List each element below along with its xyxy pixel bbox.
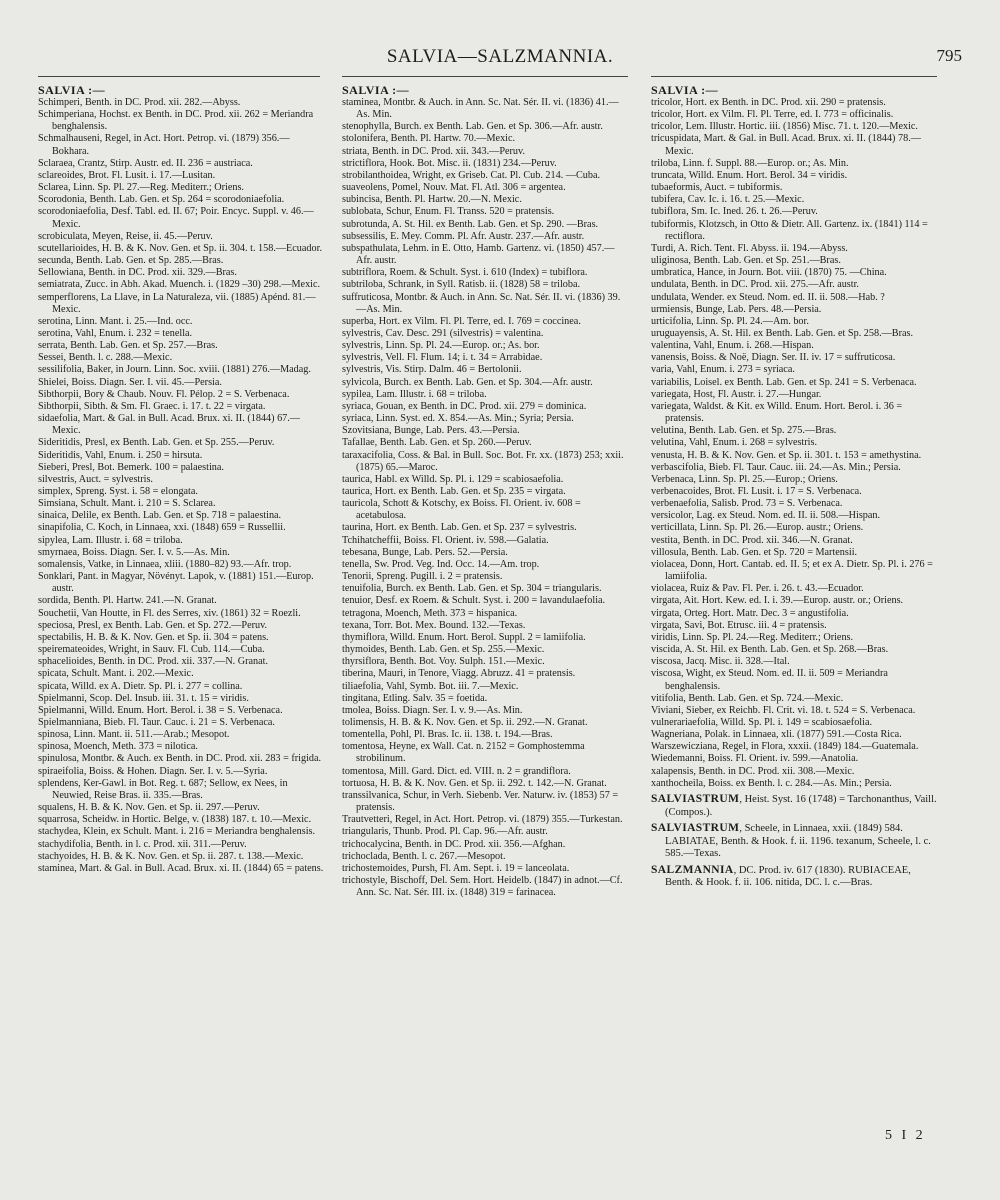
index-entry: semperflorens, La Llave, in La Naturaleza, vii. (1885) Apénd. 81.—Mexic.: [38, 291, 316, 315]
page-header: [0, 36, 1000, 76]
index-entry: subsessilis, E. Mey. Comm. Pl. Afr. Austr. 237.—Afr. austr.: [342, 230, 585, 242]
index-entry: tubaeformis, Auct. = tubiformis.: [651, 182, 783, 194]
index-entry: texana, Torr. Bot. Mex. Bound. 132.—Texas.: [342, 619, 526, 631]
index-entry: tricolor, Hort. ex Benth. in DC. Prod. xii. 290 = pratensis.: [651, 97, 886, 108]
index-entry: variegata, Host, Fl. Austr. i. 27.—Hungar.: [651, 388, 822, 400]
index-entry: tingitana, Etling. Salv. 35 = foetida.: [342, 692, 488, 704]
index-entry: velutina, Benth. Lab. Gen. et Sp. 275.—Bras.: [651, 425, 837, 437]
index-entry: Wagneriana, Polak. in Linnaea, xli. (1877) 591.—Costa Rica.: [651, 729, 902, 741]
index-entry: virgata, Savi, Bot. Etrusc. iii. 4 = pratensis.: [651, 619, 827, 631]
index-entry: sylvestris, Vis. Stirp. Dalm. 46 = Bertolonii.: [342, 364, 522, 376]
index-entry: taurica, Habl. ex Willd. Sp. Pl. i. 129 = scabiosaefolia.: [342, 473, 564, 485]
index-entry: Sieberi, Presl, Bot. Bemerk. 100 = palaestina.: [38, 461, 224, 473]
index-entry: verbenaefolia, Salisb. Prod. 73 = S. Verbenaca.: [651, 498, 843, 510]
index-entry: Sclaraea, Crantz, Stirp. Austr. ed. II. 236 = austriaca.: [38, 157, 253, 169]
index-entry: staminea, Mart. & Gal. in Bull. Acad. Brux. xi. II. (1844) 65 = patens.: [38, 862, 324, 874]
index-entry: simplex, Spreng. Syst. i. 58 = elongata.: [38, 486, 198, 497]
genus-name: SALZMANNIA: [651, 863, 734, 876]
column-heading: SALVIA :—: [342, 83, 410, 97]
index-entry: tortuosa, H. B. & K. Nov. Gen. et Sp. ii. 292. t. 142.—N. Granat.: [342, 777, 607, 789]
index-entry: Souchetii, Van Houtte, in Fl. des Serres, xiv. (1861) 32 = Roezli.: [38, 607, 301, 619]
index-entry: Sibthorpii, Sibth. & Sm. Fl. Graec. i. 17. t. 22 = virgata.: [38, 400, 266, 412]
index-entry: tmolea, Boiss. Diagn. Ser. I. v. 9.—As. Min.: [342, 704, 523, 716]
index-entry: Sideritidis, Presl, ex Benth. Lab. Gen. et Sp. 255.—Peruv.: [38, 437, 275, 449]
index-entry: Scorodonia, Benth. Lab. Gen. et Sp. 264 = scorodoniaefolia.: [38, 194, 285, 206]
index-entry: subtriflora, Roem. & Schult. Syst. i. 610 (Index) = tubiflora.: [342, 267, 588, 279]
index-entry: tomentosa, Mill. Gard. Dict. ed. VIII. n. 2 = grandiflora.: [342, 765, 571, 777]
index-entry: sylvicola, Burch. ex Benth. Lab. Gen. et Sp. 304.—Afr. austr.: [342, 376, 593, 388]
index-entry: verticillata, Linn. Sp. Pl. 26.—Europ. austr.; Oriens.: [651, 522, 864, 534]
genus-entry: [651, 822, 937, 861]
index-entry: syriaca, Linn. Syst. ed. X. 854.—As. Min.; Syria; Persia.: [342, 413, 574, 425]
index-entry: Szovitsiana, Bunge, Lab. Pers. 43.—Persia.: [342, 425, 520, 437]
index-entry: violacea, Ruiz & Pav. Fl. Per. i. 26. t. 43.—Ecuador.: [651, 583, 864, 595]
index-entry: sylvestris, Vell. Fl. Flum. 14; i. t. 34 = Arrabidae.: [342, 352, 543, 364]
index-entry: spinulosa, Montbr. & Auch. ex Benth. in DC. Prod. xii. 283 = frigida.: [38, 753, 322, 765]
index-entry: Spielmanni, Willd. Enum. Hort. Berol. i. 38 = S. Verbenaca.: [38, 704, 283, 716]
signature-mark: 5 I 2: [885, 1128, 926, 1143]
index-entry: subrotunda, A. St. Hil. ex Benth. Lab. Gen. et Sp. 290. —Bras.: [342, 218, 599, 230]
index-entry: Tafallae, Benth. Lab. Gen. et Sp. 260.—Peruv.: [342, 437, 532, 449]
index-entry: silvestris, Auct. = sylvestris.: [38, 473, 153, 485]
index-entry: smyrnaea, Boiss. Diagn. Ser. I. v. 5.—As. Min.: [38, 546, 230, 558]
column-3: [651, 83, 937, 890]
index-entry: Spielmanniana, Bieb. Fl. Taur. Cauc. i. 21 = S. Verbenaca.: [38, 716, 275, 728]
index-entry: virgata, Orteg. Hort. Matr. Dec. 3 = angustifolia.: [651, 607, 849, 619]
index-entry: trichocalycina, Benth. in DC. Prod. xii. 356.—Afghan.: [342, 838, 566, 850]
index-entry: tomentella, Pohl, Pl. Bras. Ic. ii. 138. t. 194.—Bras.: [342, 729, 553, 741]
index-entry: transsilvanica, Schur, in Verh. Siebenb. Ver. Naturw. iv. (1853) 57 = pratensis.: [342, 789, 619, 814]
index-entry: undulata, Wender. ex Steud. Nom. ed. II. ii. 508.—Hab. ?: [651, 291, 885, 303]
index-entry: triangularis, Thunb. Prod. Pl. Cap. 96.—Afr. austr.: [342, 826, 548, 838]
index-entry: sinaica, Delile, ex Benth. Lab. Gen. et Sp. 718 = palaestina.: [38, 510, 282, 522]
index-entry: sylvestris, Cav. Desc. 291 (silvestris) = valentina.: [342, 327, 544, 339]
index-entry: Spielmanni, Scop. Del. Insub. iii. 31. t. 15 = viridis.: [38, 692, 249, 704]
index-entry: squalens, H. B. & K. Nov. Gen. et Sp. ii. 297.—Peruv.: [38, 802, 260, 814]
index-entry: trichostyle, Bischoff, Del. Sem. Hort. Heidelb. (1847) in adnot.—Cf. Ann. Sc. Nat. Sér. III. ix. (1848) 319 = farinacea.: [342, 875, 623, 899]
index-entry: strictiflora, Hook. Bot. Misc. ii. (1831) 234.—Peruv.: [342, 157, 557, 169]
index-entry: Shielei, Boiss. Diagn. Ser. I. vii. 45.—Persia.: [38, 376, 222, 388]
index-entry: tubiformis, Klotzsch, in Otto & Dietr. All. Gartenz. ix. (1841) 114 = rectiflora.: [651, 218, 928, 242]
index-entry: tricolor, Hort. ex Vilm. Fl. Pl. Terre, ed. I. 773 = officinalis.: [651, 109, 894, 121]
index-entry: squarrosa, Scheidw. in Hortic. Belge, v. (1838) 187. t. 10.—Mexic.: [38, 814, 312, 826]
index-entry: stachyoides, H. B. & K. Nov. Gen. et Sp. ii. 287. t. 138.—Mexic.: [38, 850, 304, 862]
index-entry: Tenorii, Spreng. Pugill. i. 2 = pratensis.: [342, 571, 503, 583]
index-entry: Sellowiana, Benth. in DC. Prod. xii. 329.—Bras.: [38, 267, 237, 279]
index-entry: tricolor, Lem. Illustr. Hortic. iii. (1856) Misc. 71. t. 120.—Mexic.: [651, 121, 918, 133]
column-rule-3: [651, 76, 937, 77]
index-entry: stachydifolia, Benth. in l. c. Prod. xii. 311.—Peruv.: [38, 838, 247, 850]
index-entry: serotina, Vahl, Enum. i. 232 = tenella.: [38, 327, 193, 339]
index-entry: speiremateoides, Wright, in Sauv. Fl. Cub. 114.—Cuba.: [38, 644, 265, 656]
index-entry: spiraeifolia, Boiss. & Hohen. Diagn. Ser. I. v. 5.—Syria.: [38, 765, 268, 777]
index-entry: viscida, A. St. Hil. ex Benth. Lab. Gen. et Sp. 268.—Bras.: [651, 644, 889, 656]
index-entry: versicolor, Lag. ex Steud. Nom. ed. II. ii. 508.—Hispan.: [651, 510, 881, 522]
index-entry: speciosa, Presl, ex Benth. Lab. Gen. et Sp. 272.—Peruv.: [38, 619, 268, 631]
index-entry: variabilis, Loisel. ex Benth. Lab. Gen. et Sp. 241 = S. Verbenaca.: [651, 376, 917, 388]
index-entry: Trautvetteri, Regel, in Act. Hort. Petrop. vi. (1879) 355.—Turkestan.: [342, 814, 623, 826]
index-entry: sublobata, Schur, Enum. Fl. Transs. 520 = pratensis.: [342, 206, 555, 218]
index-entry: thymiflora, Willd. Enum. Hort. Berol. Suppl. 2 = lamiifolia.: [342, 631, 586, 643]
index-entry: variegata, Waldst. & Kit. ex Willd. Enum. Hort. Berol. i. 36 = pratensis.: [651, 400, 903, 425]
index-entry: tiliaefolia, Vahl, Symb. Bot. iii. 7.—Mexic.: [342, 680, 519, 692]
index-entry: sidaefolia, Mart. & Gal. in Bull. Acad. Brux. xi. II. (1844) 67.—Mexic.: [38, 413, 300, 437]
column-rule-2: [342, 76, 628, 77]
index-entry: taurina, Hort. ex Benth. Lab. Gen. et Sp. 237 = sylvestris.: [342, 522, 577, 534]
index-entry: vestita, Benth. in DC. Prod. xii. 346.—N. Granat.: [651, 534, 853, 546]
index-entry: Turdi, A. Rich. Tent. Fl. Abyss. ii. 194.—Abyss.: [651, 242, 848, 254]
index-entry: vanensis, Boiss. & Noë, Diagn. Ser. II. iv. 17 = suffruticosa.: [651, 352, 896, 364]
index-entry: venusta, H. B. & K. Nov. Gen. et Sp. ii. 301. t. 153 = amethystina.: [651, 449, 922, 461]
index-entry: violacea, Donn, Hort. Cantab. ed. II. 5; et ex A. Dietr. Sp. Pl. i. 276 = lamiifolia.: [651, 558, 933, 583]
index-entry: vulnerariaefolia, Willd. Sp. Pl. i. 149 = scabiosaefolia.: [651, 716, 873, 728]
index-entry: spicata, Schult. Mant. i. 202.—Mexic.: [38, 668, 194, 680]
index-entry: stolonifera, Benth. Pl. Hartw. 70.—Mexic.: [342, 133, 516, 145]
index-entry: Sclarea, Linn. Sp. Pl. 27.—Reg. Mediterr.; Oriens.: [38, 182, 244, 194]
index-entry: triloba, Linn. f. Suppl. 88.—Europ. or.; As. Min.: [651, 157, 849, 169]
index-entry: vitifolia, Benth. Lab. Gen. et Sp. 724.—Mexic.: [651, 692, 844, 704]
index-entry: tenuior, Desf. ex Roem. & Schult. Syst. i. 200 = lavandulaefolia.: [342, 595, 606, 607]
index-entry: serrata, Benth. Lab. Gen. et Sp. 257.—Bras.: [38, 340, 218, 352]
index-entry: spicata, Willd. ex A. Dietr. Sp. Pl. i. 277 = collina.: [38, 680, 243, 692]
index-entry: subincisa, Benth. Pl. Hartw. 20.—N. Mexic.: [342, 194, 522, 206]
index-entry: villosula, Benth. Lab. Gen. et Sp. 720 = Martensii.: [651, 546, 858, 558]
index-entry: splendens, Ker-Gawl. in Bot. Reg. t. 687; Sellow, ex Nees, in Neuwied, Reise Bras. ii. 335.—Bras.: [38, 777, 288, 801]
index-entry: Tchihatcheffii, Boiss. Fl. Orient. iv. 598.—Galatia.: [342, 534, 549, 546]
index-entry: strobilanthoidea, Wright, ex Griseb. Cat. Pl. Cub. 214. —Cuba.: [342, 169, 601, 181]
genus-entry: [651, 864, 937, 890]
index-entry: scorodoniaefolia, Desf. Tabl. ed. II. 67; Poir. Encyc. Suppl. v. 46.—Mexic.: [38, 206, 314, 230]
index-entry: urticifolia, Linn. Sp. Pl. 24.—Am. bor.: [651, 315, 809, 327]
index-entry: serotina, Linn. Mant. i. 25.—Ind. occ.: [38, 315, 193, 327]
index-entry: stenophylla, Burch. ex Benth. Lab. Gen. et Sp. 306.—Afr. austr.: [342, 121, 603, 133]
index-entry: spinosa, Linn. Mant. ii. 511.—Arab.; Mesopot.: [38, 729, 230, 741]
index-entry: somalensis, Vatke, in Linnaea, xliii. (1880–82) 93.—Afr. trop.: [38, 558, 292, 570]
index-entry: varia, Vahl, Enum. i. 273 = syriaca.: [651, 364, 795, 376]
index-entry: scutellarioides, H. B. & K. Nov. Gen. et Sp. ii. 304. t. 158.—Ecuador.: [38, 242, 322, 254]
index-entry: tubiflora, Sm. Ic. Ined. 26. t. 26.—Peruv.: [651, 206, 818, 218]
index-entry: uruguayensis, A. St. Hil. ex Benth. Lab. Gen. et Sp. 258.—Bras.: [651, 327, 914, 339]
index-entry: uliginosa, Benth. Lab. Gen. et Sp. 251.—Bras.: [651, 255, 841, 267]
index-entry: Sideritidis, Vahl, Enum. i. 250 = hirsuta.: [38, 449, 203, 461]
index-entry: Sonklari, Pant. in Magyar, Növényt. Lapok, v. (1881) 151.—Europ. austr.: [38, 571, 314, 595]
genus-name: SALVIASTRUM: [651, 822, 740, 835]
index-entry: staminea, Montbr. & Auch. in Ann. Sc. Nat. Sér. II. vi. (1836) 41.—As. Min.: [342, 97, 619, 121]
genus-entry: [651, 793, 937, 819]
index-entry: Schimperi, Benth. in DC. Prod. xii. 282.—Abyss.: [38, 97, 241, 108]
index-entry: sinapifolia, C. Koch, in Linnaea, xxi. (1848) 659 = Russellii.: [38, 522, 286, 534]
running-title: SALVIA—SALZMANNIA.: [386, 46, 614, 67]
index-entry: Wiedemanni, Boiss. Fl. Orient. iv. 599.—Anatolia.: [651, 753, 859, 765]
index-entry: semiatrata, Zucc. in Abh. Akad. Muench. i. (1829 –30) 298.—Mexic.: [38, 279, 321, 291]
column-rule-1: [38, 76, 320, 77]
index-entry: spinosa, Moench, Meth. 373 = nilotica.: [38, 741, 198, 753]
column-1: [38, 83, 324, 875]
index-entry: virgata, Ait. Hort. Kew. ed. I. i. 39.—Europ. austr. or.; Oriens.: [651, 595, 904, 607]
index-entry: tenuifolia, Burch. ex Benth. Lab. Gen. et Sp. 304 = triangularis.: [342, 583, 602, 595]
index-entry: Sessei, Benth. l. c. 288.—Mexic.: [38, 352, 173, 364]
index-entry: tiberina, Mauri, in Tenore, Viagg. Abruzz. 41 = pratensis.: [342, 668, 576, 680]
column-2: [342, 83, 628, 899]
column-heading: SALVIA :—: [38, 83, 106, 97]
index-entry: sclareoides, Brot. Fl. Lusit. i. 17.—Lusitan.: [38, 169, 216, 181]
index-entry: viscosa, Wight, ex Steud. Nom. ed. II. ii. 509 = Meriandra benghalensis.: [651, 668, 888, 692]
index-entry: Viviani, Sieber, ex Reichb. Fl. Crit. vi. 18. t. 524 = S. Verbenaca.: [651, 704, 916, 716]
index-entry: tauricola, Schott & Kotschy, ex Boiss. Fl. Orient. iv. 608 = acetabulosa.: [342, 498, 581, 522]
index-entry: umbratica, Hance, in Journ. Bot. viii. (1870) 75. —China.: [651, 267, 887, 279]
index-entry: viridis, Linn. Sp. Pl. 24.—Reg. Mediterr.; Oriens.: [651, 631, 854, 643]
genus-name: SALVIASTRUM: [651, 792, 740, 805]
index-entry: sphacelioides, Benth. in DC. Prod. xii. 337.—N. Granat.: [38, 656, 269, 668]
index-entry: Simsiana, Schult. Mant. i. 210 = S. Sclarea.: [38, 498, 216, 510]
index-entry: superba, Hort. ex Vilm. Fl. Pl. Terre, ed. I. 769 = coccinea.: [342, 315, 581, 327]
index-entry: velutina, Vahl, Enum. i. 268 = sylvestris.: [651, 437, 817, 449]
page-number: 795: [936, 46, 962, 65]
index-entry: urmiensis, Bunge, Lab. Pers. 48.—Persia.: [651, 303, 822, 315]
index-entry: tubifera, Cav. Ic. i. 16. t. 25.—Mexic.: [651, 194, 805, 206]
index-entry: sessilifolia, Baker, in Journ. Linn. Soc. xviii. (1881) 276.—Madag.: [38, 364, 311, 376]
index-entry: sipylea, Lam. Illustr. i. 68 = triloba.: [38, 534, 183, 546]
index-entry: trichoclada, Benth. l. c. 267.—Mesopot.: [342, 850, 506, 862]
index-entry: tetragona, Moench, Meth. 373 = hispanica.: [342, 607, 518, 619]
genus-citation: , Scheele, in Linnaea, xxii. (1849) 584. LABIATAE, Benth. & Hook. f. ii. 1196. texanum, Scheele, l. c. 585.—Texas.: [665, 823, 931, 860]
index-entry: stachydea, Klein, ex Schult. Mant. i. 216 = Meriandra benghalensis.: [38, 826, 316, 838]
index-entry: subspathulata, Lehm. in E. Otto, Hamb. Gartenz. vi. (1850) 457.—Afr. austr.: [342, 242, 615, 267]
index-entry: suaveolens, Pomel, Nouv. Mat. Fl. Atl. 306 = argentea.: [342, 182, 566, 194]
index-entry: thyrsiflora, Benth. Bot. Voy. Sulph. 151.—Mexic.: [342, 656, 545, 668]
index-entry: striata, Benth. in DC. Prod. xii. 343.—Peruv.: [342, 145, 525, 157]
index-entry: verbascifolia, Bieb. Fl. Taur. Cauc. iii. 24.—As. Min.; Persia.: [651, 461, 901, 473]
genus-citation: , DC. Prod. iv. 617 (1830). RUBIACEAE, Benth. & Hook. f. ii. 106. nitida, DC. l. c.—Bras.: [665, 864, 911, 889]
index-entry: scrobiculata, Meyen, Reise, ii. 45.—Peruv.: [38, 230, 213, 242]
index-entry: xanthocheila, Boiss. ex Benth. l. c. 284.—As. Min.; Persia.: [651, 777, 892, 789]
index-entry: tenella, Sw. Prod. Veg. Ind. Occ. 14.—Am. trop.: [342, 558, 540, 570]
index-entry: subtriloba, Schrank, in Syll. Ratisb. ii. (1828) 58 = triloba.: [342, 279, 581, 291]
column-heading: SALVIA :—: [651, 83, 719, 97]
index-entry: viscosa, Jacq. Misc. ii. 328.—Ital.: [651, 656, 790, 668]
index-entry: Warszewicziana, Regel, in Flora, xxxii. (1849) 184.—Guatemala.: [651, 741, 919, 753]
genus-citation: , Heist. Syst. 16 (1748) = Tarchonanthus, Vaill. (Compos.).: [665, 793, 937, 818]
index-entry: tolimensis, H. B. & K. Nov. Gen. et Sp. ii. 292.—N. Granat.: [342, 716, 588, 728]
index-entry: Schimperiana, Hochst. ex Benth. in DC. Prod. xii. 262 = Meriandra benghalensis.: [38, 109, 314, 133]
index-entry: thymoides, Benth. Lab. Gen. et Sp. 255.—Mexic.: [342, 644, 545, 656]
index-entry: valentina, Vahl, Enum. i. 268.—Hispan.: [651, 340, 814, 352]
index-entry: Sibthorpii, Bory & Chaub. Nouv. Fl. Pélop. 2 = S. Verbenaca.: [38, 388, 290, 400]
index-entry: sylvestris, Linn. Sp. Pl. 24.—Europ. or.; As. bor.: [342, 340, 540, 352]
index-entry: secunda, Benth. Lab. Gen. et Sp. 285.—Bras.: [38, 255, 224, 267]
index-entry: trichostemoides, Pursh, Fl. Am. Sept. i. 19 = lanceolata.: [342, 862, 570, 874]
index-entry: truncata, Willd. Enum. Hort. Berol. 34 = viridis.: [651, 169, 848, 181]
index-entry: tricuspidata, Mart. & Gal. in Bull. Acad. Brux. xi. II. (1844) 78.—Mexic.: [651, 133, 921, 157]
index-entry: tebesana, Bunge, Lab. Pers. 52.—Persia.: [342, 546, 508, 558]
index-entry: Verbenaca, Linn. Sp. Pl. 25.—Europ.; Oriens.: [651, 473, 838, 485]
index-entry: suffruticosa, Montbr. & Auch. in Ann. Sc. Nat. Sér. II. vi. (1836) 39.—As. Min.: [342, 291, 621, 315]
index-entry: sypilea, Lam. Illustr. i. 68 = triloba.: [342, 388, 487, 400]
index-entry: tomentosa, Heyne, ex Wall. Cat. n. 2152 = Gomphostemma strobilinum.: [342, 741, 585, 765]
index-entry: taraxacifolia, Coss. & Bal. in Bull. Soc. Bot. Fr. xx. (1873) 253; xxii. (1875) 65.—Maroc.: [342, 449, 624, 473]
index-entry: spectabilis, H. B. & K. Nov. Gen. et Sp. ii. 304 = patens.: [38, 631, 269, 643]
index-entry: verbenacoides, Brot. Fl. Lusit. i. 17 = S. Verbenaca.: [651, 486, 862, 497]
index-entry: syriaca, Gouan, ex Benth. in DC. Prod. xii. 279 = dominica.: [342, 400, 587, 412]
index-entry: undulata, Benth. in DC. Prod. xii. 275.—Afr. austr.: [651, 279, 859, 291]
index-entry: taurica, Hort. ex Benth. Lab. Gen. et Sp. 235 = virgata.: [342, 486, 566, 497]
index-entry: sordida, Benth. Pl. Hartw. 241.—N. Granat.: [38, 595, 217, 607]
index-entry: xalapensis, Benth. in DC. Prod. xii. 308.—Mexic.: [651, 765, 855, 777]
index-entry: Schmalhauseni, Regel, in Act. Hort. Petrop. vi. (1879) 356.—Bokhara.: [38, 133, 290, 157]
